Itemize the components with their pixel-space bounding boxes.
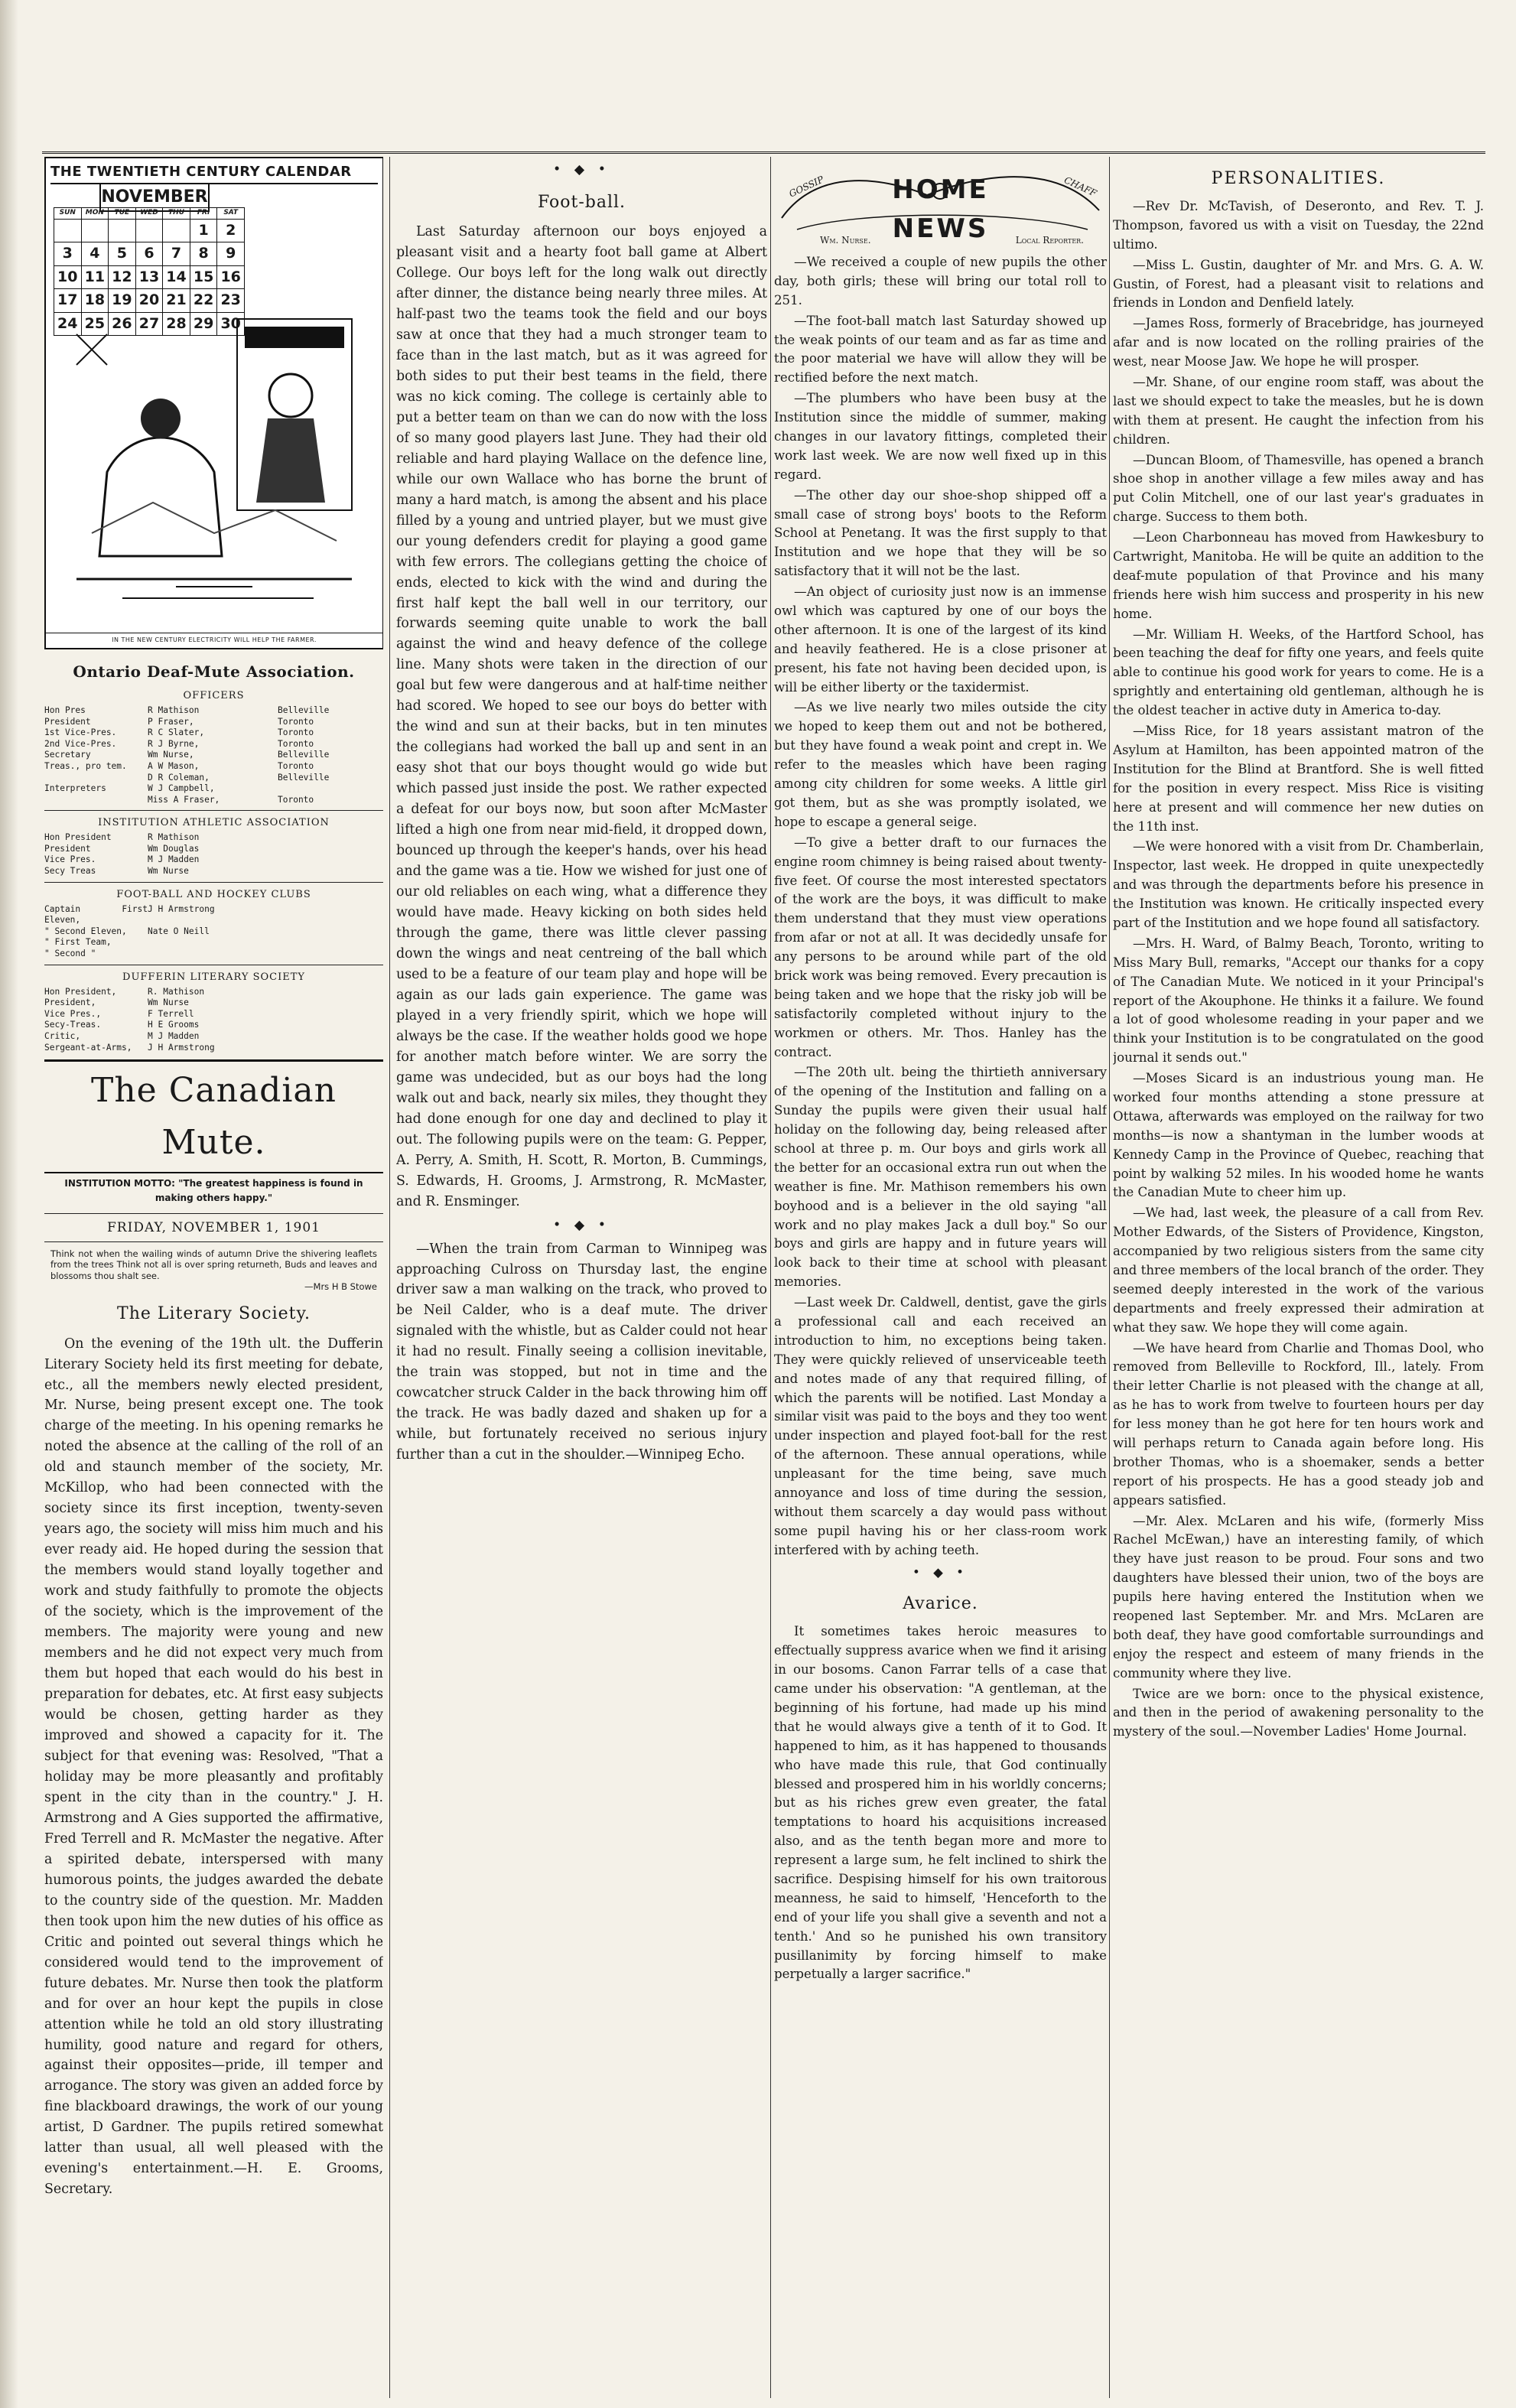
- officers-list: [44, 705, 383, 805]
- home-news-banner: [774, 157, 1107, 249]
- calendar-date: 7: [163, 242, 190, 265]
- club-row-cell: Captain First Eleven,: [44, 903, 148, 926]
- calendar-day-header: SAT: [217, 208, 245, 220]
- divider: [44, 810, 383, 811]
- personalities-items: [1113, 197, 1484, 1742]
- home-news-item: —We received a couple of new pupils the other day, both girls; these will bring our total roll to 251.: [774, 255, 1107, 308]
- officer-row-cell: Belleville: [278, 750, 330, 760]
- calendar-caption: IN THE NEW CENTURY ELECTRICITY WILL HELP THE FARMER.: [46, 633, 382, 645]
- calendar-date: 10: [54, 265, 82, 288]
- athletic-row: [44, 866, 383, 877]
- officer-row-cell: Toronto: [278, 760, 314, 771]
- athletic-row-cell: R Mathison: [148, 832, 200, 843]
- home-news-item: —To give a better draft to our furnaces the engine room chimney is being raised about twenty-five feet. Of course the most interested spectators of the work are the boys, it was difficult to make them understand that they must view operations from afar or not at all. It was decidedly unsafe for any persons to be around while part of the old brick work was being removed. Every precaution is being taken and we hope that the risky job will be satisfactorily completed without injury to the workmen or others. Mr. Thos. Hanley has the contract.: [774, 835, 1107, 1059]
- officer-row-cell: R J Byrne,: [148, 738, 200, 749]
- club-row-cell: [148, 949, 278, 960]
- officer-row-cell: President: [44, 716, 91, 727]
- calendar-date: 9: [217, 242, 245, 265]
- officer-row-cell: Toronto: [278, 738, 314, 749]
- calendar-day-header: FRI: [190, 208, 217, 220]
- clubs-heading: FOOT-BALL AND HOCKEY CLUBS: [116, 888, 311, 900]
- home-news-item: —The 20th ult. being the thirtieth anniversary of the opening of the Institution and falling on a Sunday the pupils were given their usual half holiday on the following day, being released after school at three p. m. Our boys and girls work all the better for an occasional extra run out when the weather is fine. Mr. Mathison remembers his own boyhood and is a believer in the old saying "all work and no play makes Jack a dull boy." So our boys and girls are happy and in future years will look back to their time at school with pleasant memories.: [774, 1065, 1107, 1290]
- literary-society-title: The Literary Society.: [117, 1304, 311, 1324]
- athletic-row-cell: Secy Treas: [44, 866, 96, 877]
- officer-row-cell: P Fraser,: [148, 716, 194, 727]
- chaff-tag: CHAFF: [1062, 174, 1098, 199]
- article-paragraph: On the evening of the 19th ult. the Dufferin Literary Society held its first meeting for debate, etc., all the members newly elected president, Mr. Nurse, being present except one. The took charge of the meeting. In his opening remarks he noted the absence at the calling of the roll of an old and staunch member of the society, Mr. McKillop, who had been connected with the society since its first inception, twenty-seven years ago, the society will miss him much and his ever ready aid. He hoped during the session that the members would stand loyally together and work and study faithfully to promote the objects of the society, which is the improvement of the members. The majority were young and new members and he did not expect very much from them but hoped that each would do his best in preparation for debates, etc. At first easy subjects would be chosen, getting harder as they improved and showed a capacity for it. The subject for that evening was: Resolved, "That a holiday may be more pleasantly and profitably spent in the city than in the country." J. H. Armstrong and A Gies supported the affirmative, Fred Terrell and R. McMaster the negative. After a spirited debate, interspersed with many humorous points, the judges awarded the debate to the country side of the question. Mr. Madden then took upon him the new duties of his office as Critic and pointed out several things which he considered would tend to the improvement of future debates. Mr. Nurse then took the platform and for over an hour kept the pupils in close attention while he told an old story illustrating humility, good nature and regard for others, against their opposites—pride, ill temper and arrogance. The story was given an added force by fine blackboard drawings, the work of our young artist, D Gardner. The pupils retired somewhat latter than usual, all well pleased with the evening's entertainment.—H. E. Grooms, Secretary.: [44, 1336, 383, 2198]
- athletic-row-cell: President: [44, 843, 91, 854]
- section-divider: • ◆ •: [913, 1564, 968, 1580]
- calendar-date: 1: [190, 220, 217, 242]
- home-news-item: —The foot-ball match last Saturday showed up the weak points of our team and as far as time and the poor material we have will allow they will be rectified before the next match.: [774, 313, 1107, 386]
- calendar-date: 24: [54, 312, 82, 335]
- club-row-cell: " First Team,: [44, 937, 112, 948]
- literary-row-cell: President,: [44, 997, 96, 1008]
- masthead-motto: INSTITUTION MOTTO: "The greatest happiness is found in making others happy.": [64, 1178, 363, 1204]
- club-row-cell: [148, 937, 278, 949]
- athletic-list: [44, 832, 383, 877]
- calendar-date: [54, 220, 82, 242]
- club-row: [44, 926, 383, 938]
- calendar-illustration: [44, 157, 383, 649]
- officer-row: [44, 783, 383, 795]
- calendar-date: 13: [135, 265, 163, 288]
- literary-row-cell: J H Armstrong: [148, 1042, 215, 1053]
- calendar-date: [163, 220, 190, 242]
- athletic-heading: INSTITUTION ATHLETIC ASSOCIATION: [98, 817, 330, 829]
- literary-row-cell: M J Madden: [148, 1030, 200, 1041]
- literary-row-cell: Hon President,: [44, 986, 117, 997]
- epigraph-poem: [50, 1248, 377, 1293]
- officer-row-cell: Belleville: [278, 705, 330, 716]
- literary-row-cell: R. Mathison: [148, 986, 205, 997]
- officer-row-cell: W J Campbell,: [148, 783, 215, 794]
- literary-society-heading: DUFFERIN LITERARY SOCIETY: [122, 971, 305, 983]
- calendar-date: 14: [163, 265, 190, 288]
- editor-name: Wm. Nurse.: [820, 235, 871, 246]
- club-row-cell: J H Armstrong: [148, 903, 215, 914]
- officer-row-cell: Toronto: [278, 716, 314, 727]
- personality-item: —Miss L. Gustin, daughter of Mr. and Mrs. G. A. W. Gustin, of Forest, had a pleasant visit to relations and friends in London and Denfield lately.: [1113, 257, 1484, 311]
- winnipeg-item: —When the train from Carman to Winnipeg was approaching Culross on Thursday last, the engine driver saw a man walking on the track, who proved to be Neil Calder, who is a deaf mute. The driver signaled with the whistle, but as Calder could not hear it had no result. Finally seeing a collision inevitable, the train was stopped, but not in time and the cowcatcher struck Calder in the back throwing him off the track. He was badly dazed and shaken up for a while, but fortunately received no serious injury further than a cut in the shoulder.—Winnipeg Echo.: [396, 1241, 767, 1463]
- officer-row-cell: Hon Pres: [44, 705, 86, 716]
- issue-date: FRIDAY, NOVEMBER 1, 1901: [44, 1213, 383, 1242]
- officer-row-cell: Wm Nurse,: [148, 750, 194, 760]
- calendar-date: 3: [54, 242, 82, 265]
- home-news-item: —The other day our shoe-shop shipped off a small case of strong boys' boots to the Reform School at Penetang. It was the first supply to that Institution and we hope that they will be so satisfactory that it will not be the last.: [774, 487, 1107, 579]
- calendar-date: 2: [217, 220, 245, 242]
- home-news-items: [774, 253, 1107, 1560]
- literary-row: [44, 1031, 383, 1043]
- calendar-day-header: SUN: [54, 208, 82, 220]
- officer-row: [44, 773, 383, 784]
- calendar-date: 21: [163, 289, 190, 312]
- column-rule: [1109, 157, 1110, 2398]
- literary-row-cell: Sergeant-at-Arms,: [44, 1042, 132, 1053]
- column-4: [1113, 157, 1484, 2398]
- calendar-date: 12: [109, 265, 136, 288]
- literary-row: [44, 1020, 383, 1031]
- club-row-cell: " Second Eleven,: [44, 926, 127, 936]
- calendar-date: 30: [217, 312, 245, 335]
- calendar-date: [135, 220, 163, 242]
- officer-row-cell: Interpreters: [44, 783, 106, 794]
- calendar-date: 11: [81, 265, 109, 288]
- personality-item: Twice are we born: once to the physical existence, and then in the period of awakening personality to the mystery of the soul.—November Ladies' Home Journal.: [1113, 1686, 1484, 1739]
- calendar-date: 23: [217, 289, 245, 312]
- column-rule: [770, 157, 771, 2398]
- home-news-item: —An object of curiosity just now is an immense owl which was captured by one of our boys the other afternoon. It is one of the largest of its kind and heavily feathered. He is a close prisoner at present, his fate not having been decided upon, is will be either liberty or the taxidermist.: [774, 584, 1107, 695]
- club-row-cell: " Second ": [44, 948, 96, 958]
- calendar-date: 17: [54, 289, 82, 312]
- officer-row-cell: 1st Vice-Pres.: [44, 727, 117, 738]
- gossip-tag: GOSSIP: [787, 174, 826, 200]
- section-divider: • ◆ •: [553, 1217, 610, 1233]
- literary-row: [44, 987, 383, 998]
- personality-item: —Moses Sicard is an industrious young man. He worked four months attending a stone pressure at Ottawa, afterwards was employed on the railway for two months—is now a shantyman in the lumber woods at Kennedy Camp in the Province of Quebec, reaching that point by walking 52 miles. In his wooded home he wants the Canadian Mute to cheer him up.: [1113, 1071, 1484, 1200]
- calendar-day-header: THU: [163, 208, 190, 220]
- calendar-date: 18: [81, 289, 109, 312]
- club-row-cell: Nate O Neill: [148, 926, 210, 936]
- calendar-date: 29: [190, 312, 217, 335]
- calendar-date: 19: [109, 289, 136, 312]
- personality-item: —Duncan Bloom, of Thamesville, has opened a branch shoe shop in another village a few miles away and has put Colin Mitchell, one of our last year's graduates in charge. Success to them both.: [1113, 452, 1484, 525]
- personality-item: —We were honored with a visit from Dr. Chamberlain, Inspector, last week. He dropped in quite unexpectedly and was through the departments before his presence in the Institution was known. He critically inspected every part of the Institution and we hope found all satisfactory.: [1113, 839, 1484, 930]
- officer-row: [44, 761, 383, 773]
- calendar-date: 22: [190, 289, 217, 312]
- literary-row: [44, 997, 383, 1009]
- officer-row-cell: Belleville: [278, 772, 330, 783]
- home-news-title: HOME NEWS: [892, 174, 989, 244]
- calendar-date: 4: [81, 242, 109, 265]
- officer-row-cell: R Mathison: [148, 705, 200, 716]
- personality-item: —We have heard from Charlie and Thomas Dool, who removed from Belleville to Rockford, Ill., lately. From their letter Charlie is not pleased with the change at all, as he has to work from twelve to fourteen hours per day for less money than he got here for ten hours work and will perhaps return to Canada again before long. His brother Thomas, who is a shoemaker, sends a better report of his prospects. He has a good steady job and appears satisfied.: [1113, 1340, 1484, 1508]
- literary-society-list: [44, 987, 383, 1053]
- personality-item: —Mr. Alex. McLaren and his wife, (formerly Miss Rachel McEwan,) have an interesting family, of which they have just reason to be proud. Four sons and two daughters have blessed their union, two of the boys are pupils here having entered the Institution when we reopened last September. Mr. and Mrs. McLaren are both deaf, they have good comfortable surroundings and enjoy the respect and esteem of many friends in the community where they live.: [1113, 1513, 1484, 1681]
- calendar-date: 6: [135, 242, 163, 265]
- officer-row-cell: Treas., pro tem.: [44, 760, 127, 771]
- literary-row: [44, 1009, 383, 1020]
- column-3: [774, 157, 1107, 2398]
- divider: [44, 882, 383, 883]
- officers-heading: OFFICERS: [183, 690, 245, 701]
- calendar-date: 27: [135, 312, 163, 335]
- calendar-date: [109, 220, 136, 242]
- athletic-row-cell: Wm Douglas: [148, 843, 200, 854]
- association-title: Ontario Deaf-Mute Association.: [73, 662, 355, 681]
- column-2: [396, 157, 767, 2398]
- literary-row-cell: Vice Pres.,: [44, 1008, 102, 1019]
- calendar-date: 28: [163, 312, 190, 335]
- column-1: [44, 157, 383, 2398]
- home-news-item: —Last week Dr. Caldwell, dentist, gave the girls a professional call and each received an introduction to him, no exceptions being taken. They were quickly relieved of unserviceable teeth and notes made of any that required filling, of which the parents will be notified. Last Monday a similar visit was paid to the boys and they too went under inspection and played foot-ball for the rest of the afternoon. These annual operations, while unpleasant for the time being, save much annoyance and loss of time during the session, without them scarcely a day would pass without some pupil having his or her class-room work interfered with by aching teeth.: [774, 1295, 1107, 1557]
- calendar-day-header: MON: [81, 208, 109, 220]
- athletic-row: [44, 854, 383, 866]
- calendar-title: THE TWENTIETH CENTURY CALENDAR: [50, 161, 378, 184]
- officer-row: [44, 750, 383, 761]
- personality-item: —Rev Dr. McTavish, of Deseronto, and Rev. T. J. Thompson, favored us with a visit on Tuesday, the 22nd ultimo.: [1113, 199, 1484, 252]
- football-title: Foot-ball.: [537, 192, 626, 212]
- calendar-date: 8: [190, 242, 217, 265]
- personality-item: —Mr. Shane, of our engine room staff, was about the last we should expect to take the measles, but he is down with them at present. He caught the infection from his children.: [1113, 375, 1484, 447]
- farmer-illustration: [61, 304, 367, 610]
- personalities-title: PERSONALITIES.: [1211, 169, 1386, 188]
- personality-item: —Leon Charbonneau has moved from Hawkesbury to Cartwright, Manitoba. He will be quite an addition to the deaf-mute population of that Province and his many friends here wish him success and prosperity in his new home.: [1113, 530, 1484, 621]
- column-rule: [389, 157, 390, 2398]
- calendar-month: NOVEMBER: [99, 183, 210, 212]
- calendar-day-header: TUE: [109, 208, 136, 220]
- officer-row-cell: Toronto: [278, 727, 314, 738]
- personality-item: —We had, last week, the pleasure of a call from Rev. Mother Edwards, of the Sisters of Providence, Kingston, accompanied by two religious sisters from the same city and three members of the local branch of the order. They seemed deeply interested in the work of the various departments and freely expressed their admiration at what they saw. We hope they will come again.: [1113, 1206, 1484, 1335]
- literary-row-cell: F Terrell: [148, 1008, 194, 1019]
- officer-row-cell: [44, 795, 148, 806]
- top-rule: [42, 151, 1485, 154]
- home-news-byline: [820, 233, 1084, 247]
- personality-item: —Miss Rice, for 18 years assistant matron of the Asylum at Hamilton, has been appointed matron of the Institution for the Blind at Brantford. She is well fitted for the position in every respect. Miss Rice is visiting here at present and will commence her new duties on the 11th inst.: [1113, 724, 1484, 834]
- officer-row: [44, 717, 383, 728]
- literary-row: [44, 1043, 383, 1054]
- club-row: [44, 949, 383, 960]
- athletic-row: [44, 844, 383, 855]
- athletic-row-cell: Wm Nurse: [148, 866, 189, 877]
- calendar-day-header: WED: [135, 208, 163, 220]
- officer-row-cell: Miss A Fraser,: [148, 794, 220, 805]
- editor-role: Local Reporter.: [1015, 235, 1084, 246]
- personality-item: —James Ross, formerly of Bracebridge, has journeyed afar and is now located on the rolling prairies of the west, near Moose Jaw. We hope he will prosper.: [1113, 316, 1484, 369]
- personality-item: —Mr. William H. Weeks, of the Hartford School, has been teaching the deaf for fifty one years, and feels quite able to continue his good work for years to come. He is a sprightly and entertaining old gentleman, although he is the oldest teacher in active duty in America to-day.: [1113, 626, 1484, 718]
- club-row: [44, 937, 383, 949]
- athletic-row-cell: Vice Pres.: [44, 854, 96, 865]
- calendar-date: 26: [109, 312, 136, 335]
- officer-row: [44, 705, 383, 717]
- article-paragraph: Last Saturday afternoon our boys enjoyed a pleasant visit and a hearty foot ball game at Albert College. Our boys left for the long walk out directly after dinner, the distance being nearly three miles. At half-past two the teams took the field and our boys saw at once that they had a much stronger team to face than in the last match, but as it was agreed for both sides to put their best teams in the field, there was no kick coming. The college is certainly able to put a better team on than we can do now with the loss of so many good players last June. They had their old reliable and hard playing Wallace on the defence line, while our own Wallace who has borne the brunt of many a hard match, is among the absent and his place filled by a young and untried player, but we must give our young defenders credit for playing a good game with few errors. The collegians getting the choice of ends, elected to kick with the wind and during the first half kept the ball well in our territory, our forwards seeming quite unable to work the ball against the wind and heavy defence of the college line. Many shots were taken in the direction of our goal but few were dangerous and at half-time neither had scored. We hoped to see our boys do better with the wind and sun at their backs, but in ten minutes the collegians had worked the ball up and sent in an easy shot that our boys thought would go wide but which passed just inside the post. We rather expected a defeat for our boys now, but soon after McMaster lifted a high one from near mid-field, it dropped down, bounced up through the keeper's hands, over his head and the game was a tie. How we wished for just one of our old reliables on each wing, what a difference they would have made. Heavy kicking on both sides held through the game, there was little clever passing down the wings and neat centreing of the ball which used to be a feature of our team play and hope will be again as our lads gain experience. The game was played in a very friendly spirit, which we hope will always be the case. If the weather holds good we hope for another match before winter. We are sorry the game was undecided, but as our boys had the long walk out and back, nearly six miles, they thought they had done enough for one day and declined to play it out. The following pupils were on the team: G. Pepper, A. Perry, A. Smith, H. Scott, R. Morton, B. Cummings, S. Edwards, H. Grooms, J. Armstrong, R. McMaster, and R. Ensminger.: [396, 224, 767, 1209]
- literary-row-cell: Wm Nurse: [148, 997, 189, 1008]
- officer-row-cell: A W Mason,: [148, 760, 200, 771]
- officer-row-cell: Toronto: [278, 794, 314, 805]
- poem-lines: Think not when the wailing winds of autumn Drive the shivering leaflets from the trees Think not all is over spring returneth, Buds and leaves and blossoms thou shalt see.: [50, 1248, 377, 1281]
- athletic-row-cell: M J Madden: [148, 854, 200, 865]
- page-edge-shadow: [0, 0, 18, 2408]
- athletic-row: [44, 832, 383, 844]
- calendar-date: 5: [109, 242, 136, 265]
- calendar-date: 15: [190, 265, 217, 288]
- officer-row-cell: [44, 773, 148, 784]
- personality-item: —Mrs. H. Ward, of Balmy Beach, Toronto, writing to Miss Mary Bull, remarks, "Accept our thanks for a copy of The Canadian Mute. We noticed in it your Principal's report of the Akouphone. He thinks it a failure. We found a lot of good wholesome reading in your paper and we think your Institution is to be congratulated on the good journal it sends out.": [1113, 936, 1484, 1066]
- literary-row-cell: Secy-Treas.: [44, 1020, 102, 1030]
- officer-row-cell: Secretary: [44, 750, 91, 760]
- literary-row-cell: H E Grooms: [148, 1020, 200, 1030]
- officer-row-cell: D R Coleman,: [148, 772, 210, 783]
- officer-row-cell: R C Slater,: [148, 727, 205, 738]
- club-row: [44, 904, 383, 926]
- literary-row-cell: Critic,: [44, 1030, 81, 1041]
- officer-row: [44, 727, 383, 739]
- officer-row: [44, 795, 383, 806]
- poem-author: —Mrs H B Stowe: [304, 1281, 377, 1293]
- avarice-text: It sometimes takes heroic measures to effectually suppress avarice when we find it arising in our bosoms. Canon Farrar tells of a case that came under his observation: "A gentleman, at the beginning of his fortune, had made up his mind that he would always give a tenth of it to God. It happened to him, as it has happened to thousands who have made this rule, that God continually blessed and prospered him in his worldly concerns; but as his riches grew even greater, the fatal temptations to hoard his acquisitions increased also, and as the tenth began more and more to represent a large sum, he felt inclined to shirk the sacrifice. Despising himself for his own traitorous meanness, he said to himself, 'Henceforth to the end of your life you shall give a seventh and not a tenth.' And so he punished his own transitory pusillanimity by forcing himself to make perpetually a larger sacrifice.": [774, 1624, 1107, 1982]
- home-news-item: —As we live nearly two miles outside the city we hoped to keep them out and not be bothered, but they have found a weak point and crept in. We refer to the measles which have been raging among city children for some weeks. A little girl got them, but as she was promptly isolated, we hope to escape a general seige.: [774, 700, 1107, 829]
- clubs-list: [44, 904, 383, 960]
- avarice-title: Avarice.: [903, 1594, 978, 1614]
- calendar-date: 25: [81, 312, 109, 335]
- calendar-date: 20: [135, 289, 163, 312]
- calendar-date: [81, 220, 109, 242]
- section-divider: • ◆ •: [553, 162, 610, 177]
- officer-row: [44, 739, 383, 750]
- home-news-item: —The plumbers who have been busy at the Institution since the middle of summer, making changes in our lavatory fittings, completed their work last week. We are now well fixed up in this regard.: [774, 391, 1107, 482]
- calendar-date: 16: [217, 265, 245, 288]
- officer-row-cell: 2nd Vice-Pres.: [44, 738, 117, 749]
- athletic-row-cell: Hon President: [44, 832, 112, 843]
- masthead-title: The Canadian Mute.: [44, 1059, 383, 1173]
